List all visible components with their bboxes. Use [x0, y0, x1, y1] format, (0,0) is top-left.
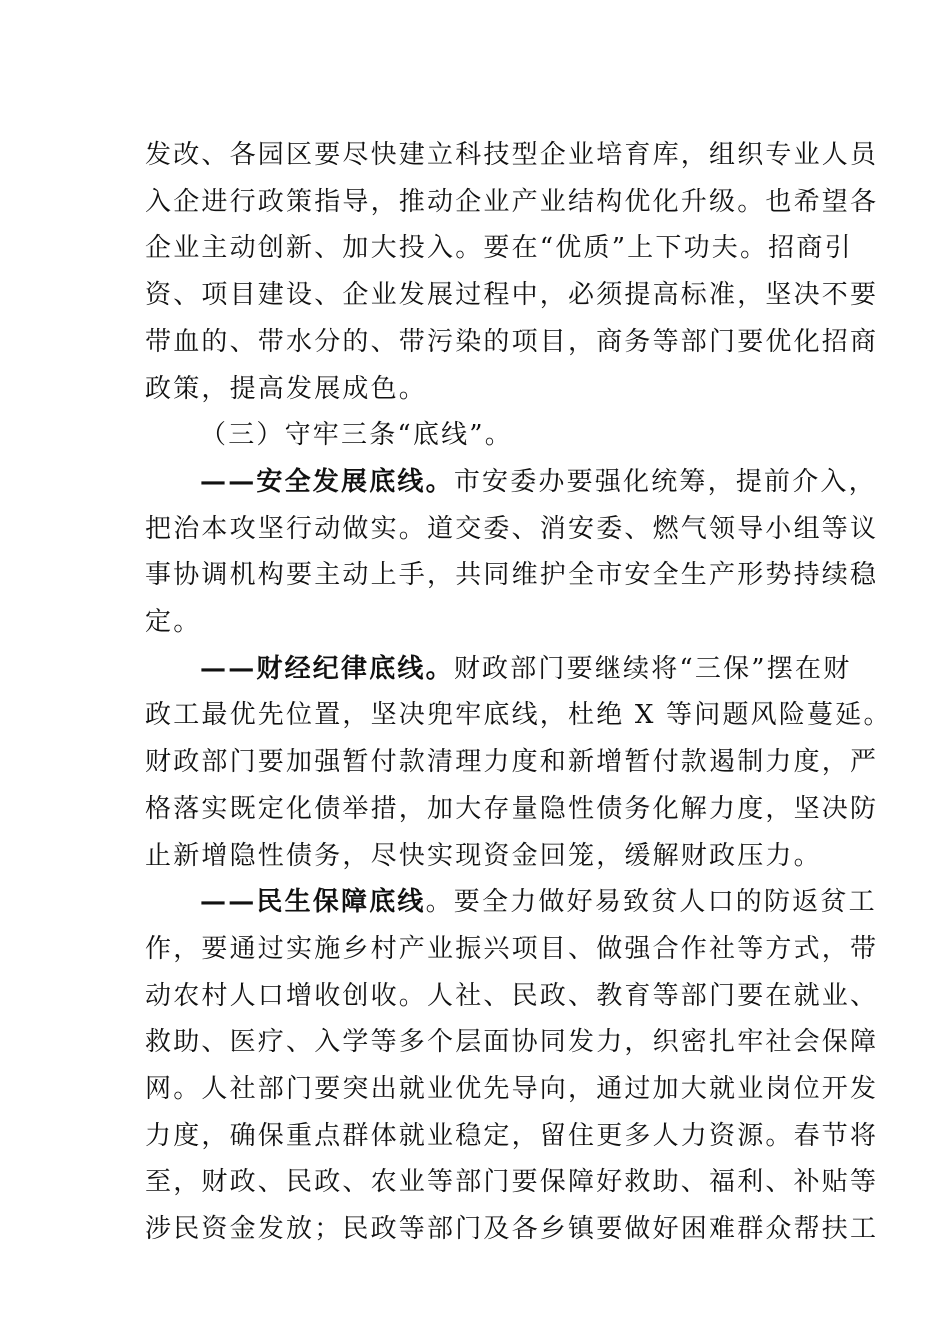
- text-line: 政工最优先位置，坚决兜牢底线，杜绝 X 等问题风险蔓延。: [145, 700, 892, 731]
- paragraph-fiscal-bottom-line: [145, 646, 892, 880]
- item-first-line-text: 市安委办要强化统筹，提前介入，: [453, 466, 877, 497]
- item-first-line-text: 。要全力做好易致贫人口的防返贫工: [425, 887, 877, 918]
- text-line: 网。人社部门要突出就业优先导向，通过加大就业岗位开发: [145, 1074, 879, 1105]
- text-line-first: [145, 459, 877, 506]
- text-line: 作，要通过实施乡村产业振兴项目、做强合作社等方式，带: [145, 933, 879, 964]
- text-line: 财政部门要加强暂付款清理力度和新增暂付款遏制力度，严: [145, 747, 879, 778]
- paragraph-livelihood-bottom-line: [145, 879, 879, 1253]
- text-line: 至，财政、民政、农业等部门要保障好救助、福利、补贴等: [145, 1167, 879, 1198]
- item-first-line-text: 财政部门要继续将“三保”摆在财: [453, 653, 852, 684]
- text-line: 带血的、带水分的、带污染的项目，商务等部门要优化招商: [145, 326, 879, 357]
- text-line-first: [145, 646, 852, 693]
- document-body: [145, 132, 892, 1253]
- paragraph-continuation: [145, 132, 879, 412]
- text-line: 政策，提高发展成色。: [145, 373, 428, 404]
- text-line-first: [145, 879, 877, 926]
- text-line: 事协调机构要主动上手，共同维护全市安全生产形势持续稳: [145, 560, 879, 591]
- text-line: 发改、各园区要尽快建立科技型企业培育库，组织专业人员: [145, 140, 879, 170]
- text-line: 把治本攻坚行动做实。道交委、消安委、燃气领导小组等议: [145, 513, 879, 544]
- item-lead-heading: ——安全发展底线。: [200, 466, 454, 497]
- text-line: 资、项目建设、企业发展过程中，必须提高标准，坚决不要: [145, 280, 879, 311]
- text-line: 入企进行政策指导，推动企业产业结构优化升级。也希望各: [145, 186, 879, 217]
- section-subheading: [145, 412, 813, 459]
- text-line: 救助、医疗、入学等多个层面协同发力，织密扎牢社会保障: [145, 1027, 879, 1058]
- item-lead-heading: ——财经纪律底线。: [200, 653, 454, 684]
- text-line: 格落实既定化债举措，加大存量隐性债务化解力度，坚决防: [145, 793, 879, 824]
- text-line: 动农村人口增收创收。人社、民政、教育等部门要在就业、: [145, 980, 879, 1011]
- text-line: 定。: [145, 607, 202, 638]
- paragraph-safety-bottom-line: [145, 459, 879, 646]
- text-line: 涉民资金发放；民政等部门及各乡镇要做好困难群众帮扶工: [145, 1214, 879, 1245]
- text-line: 企业主动创新、加大投入。要在“优质”上下功夫。招商引: [145, 233, 853, 264]
- text-line: 力度，确保重点群体就业稳定，留住更多人力资源。春节将: [145, 1120, 879, 1151]
- text-line: 止新增隐性债务，尽快实现资金回笼，缓解财政压力。: [145, 840, 822, 871]
- item-lead-heading: ——民生保障底线: [200, 887, 426, 918]
- subheading-text: （三）守牢三条“底线”。: [200, 420, 513, 451]
